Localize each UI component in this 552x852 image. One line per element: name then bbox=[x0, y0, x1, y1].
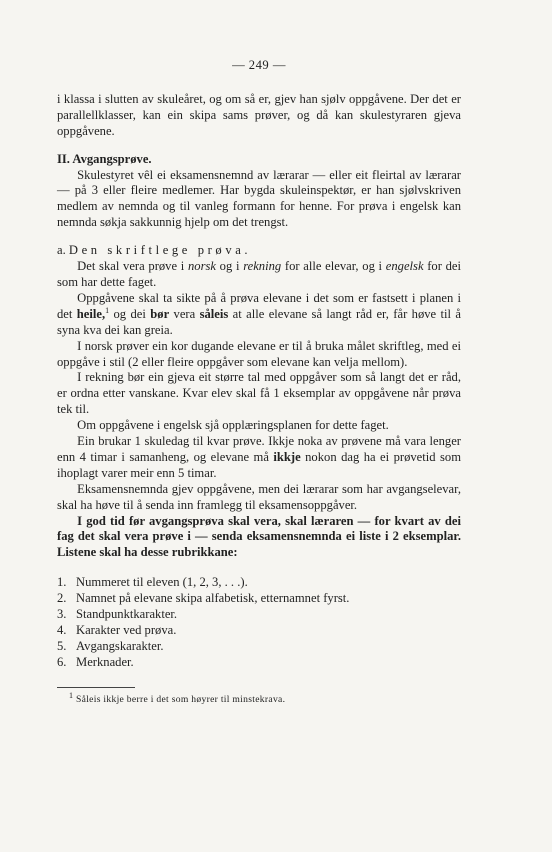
intro-paragraph: i klassa i slutten av skuleåret, og om så er, gjev han sjølv oppgåvene. Der det er parallellklasser, kan ein skipa sams prøver, og då kan skulestyraren gjeva oppgåvene. bbox=[57, 91, 461, 138]
emphasis-ikkje: ikkje bbox=[273, 449, 301, 464]
page-number: — 249 — bbox=[232, 58, 286, 72]
emphasis-rekning: rekning bbox=[243, 259, 282, 274]
footnote-text: Såleis ikkje berre i det som høyrer til minstekrava. bbox=[76, 693, 286, 705]
list-item bbox=[57, 623, 461, 639]
list-item bbox=[57, 575, 461, 591]
text-run: Det skal vera prøve i bbox=[77, 259, 188, 274]
paragraph-engelsk: Om oppgåvene i engelsk sjå opplæringsplanen for dette faget. bbox=[77, 418, 389, 433]
paragraph-skuledag bbox=[57, 434, 461, 482]
paragraph-tasks bbox=[57, 291, 461, 339]
text-run: og i bbox=[215, 259, 244, 274]
list-item bbox=[57, 591, 461, 607]
text-run: nokon dag ha ei prøvetid som ihoplagt varer meir enn 5 timar. bbox=[57, 449, 461, 480]
list-item-text: Avgangskarakter. bbox=[76, 638, 164, 653]
footnote-reference: 1 bbox=[105, 305, 110, 315]
paragraph-norsk: I norsk prøver ein kor dugande elevane er til å bruka målet skriftleg, med ei oppgåve i stil (2 eller fleire oppgåver som elevane kan velja mellom). bbox=[57, 338, 461, 369]
subsection-letter: a. bbox=[57, 243, 66, 258]
emphasis-bor: bør bbox=[150, 306, 170, 321]
list-item-text: Standpunktkarakter. bbox=[76, 607, 178, 622]
text-run: og dei bbox=[109, 306, 151, 321]
list-item-number: 5. bbox=[57, 638, 67, 653]
list-item bbox=[57, 639, 461, 655]
document-page bbox=[57, 58, 461, 706]
list-item-text: Namnet på elevane skipa alfabetisk, etternamnet fyrst. bbox=[76, 591, 350, 606]
list-item bbox=[57, 655, 461, 671]
list-item-text: Karakter ved prøva. bbox=[76, 623, 177, 637]
paragraph-subjects bbox=[57, 259, 461, 291]
text-run: Ein brukar 1 skuledag til kvar prøve. Ikkje noka av prøvene må vara lenger enn 4 timar i samanheng, og elevane må bbox=[57, 434, 461, 464]
subsection-heading bbox=[57, 243, 461, 259]
subsection-title: Den skriftlege prøva. bbox=[68, 243, 252, 258]
footnote bbox=[69, 690, 461, 706]
text-run: vera bbox=[169, 306, 200, 321]
text-run: Oppgåvene skal ta sikte på å prøva elevane i det som er fastsett i planen i det bbox=[57, 290, 461, 321]
emphasis-saleis: såleis bbox=[199, 306, 229, 321]
paragraph-lister: I god tid før avgangsprøva skal vera, skal læraren — for kvart av dei fag det skal vera prøve i — senda eksamensnemnda ei liste i 2 eksemplar. Listene skal ha desse rubrikkane: bbox=[57, 513, 461, 560]
text-run: for alle elevar, og i bbox=[281, 259, 386, 274]
section-heading: II. Avgangsprøve. bbox=[57, 151, 152, 166]
list-item-number: 2. bbox=[57, 591, 67, 606]
list-item-number: 4. bbox=[57, 623, 67, 637]
paragraph-nemnda: Eksamensnemnda gjev oppgåvene, men dei lærarar som har avgangselevar, skal ha høve til å senda inn framlegg til eksamensoppgåver. bbox=[57, 481, 461, 512]
emphasis-engelsk: engelsk bbox=[385, 259, 424, 274]
footnote-mark: 1 bbox=[69, 690, 74, 700]
emphasis-heile: heile, bbox=[76, 306, 106, 321]
list-item-number: 6. bbox=[57, 654, 67, 669]
text-run: for dei som har dette faget. bbox=[57, 259, 462, 289]
list-item-text: Merknader. bbox=[76, 654, 134, 669]
emphasis-norsk: norsk bbox=[187, 259, 216, 274]
list-item-number: 3. bbox=[57, 607, 67, 622]
footnote-divider bbox=[57, 687, 135, 688]
rubric-list bbox=[57, 575, 461, 670]
list-item-text: Nummeret til eleven (1, 2, 3, . . .). bbox=[76, 575, 248, 590]
paragraph-rekning: I rekning bør ein gjeva eit større tal med oppgåver som så langt det er råd, er ordna etter vanskane. Kvar elev skal få 1 eksemplar av oppgåvene når prøva tek til. bbox=[57, 370, 461, 417]
list-item-number: 1. bbox=[57, 575, 67, 590]
section-paragraph: Skulestyret vêl ei eksamensnemnd av lærarar — eller eit fleirtal av lærarar — på 3 eller fleire medlemer. Har bygda skuleinspektør, er han sjølvskriven medlem av nemnda og til vanleg formann for henne. For prøva i engelsk kan nemnda søkja sakkunnig hjelp om det trengst. bbox=[57, 167, 461, 230]
list-item bbox=[57, 607, 461, 623]
text-run: at alle elevane så langt råd er, får høve til å syna kva dei kan greia. bbox=[57, 306, 461, 337]
